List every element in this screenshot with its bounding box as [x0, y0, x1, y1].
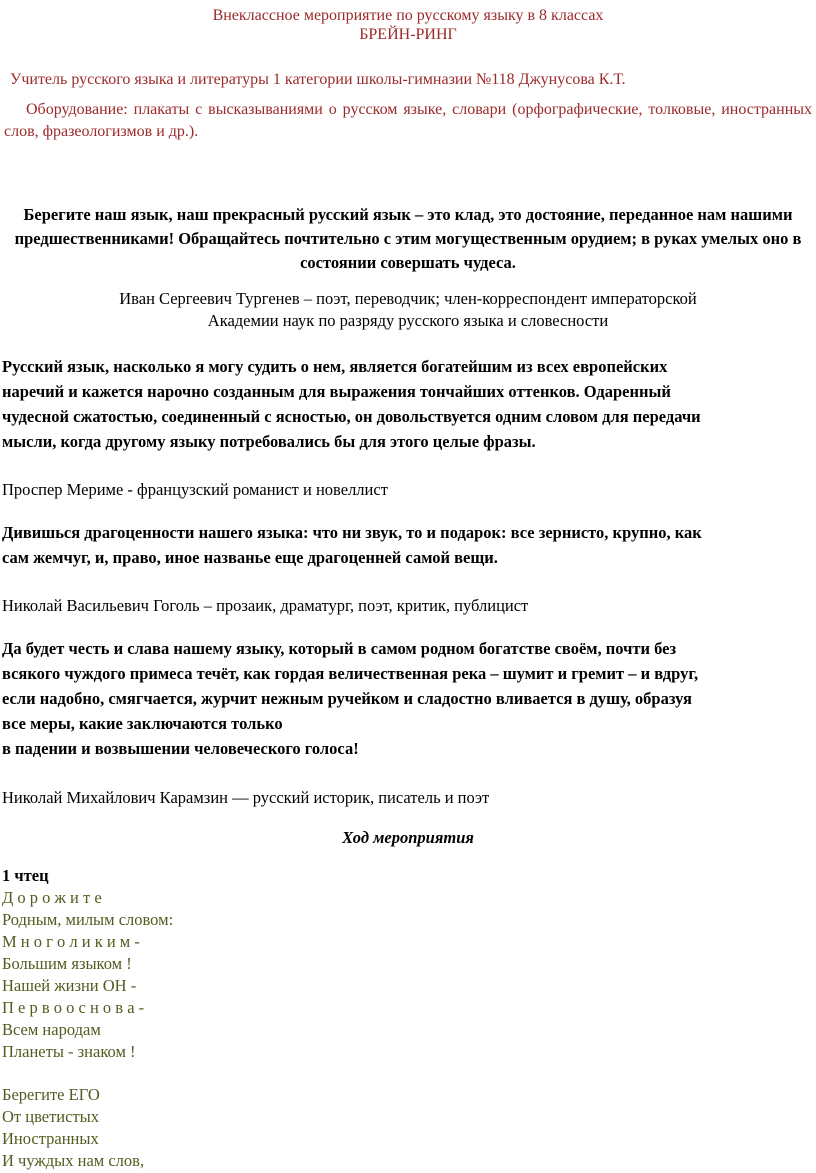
- poem-line: И чуждых нам слов,: [2, 1151, 145, 1170]
- poem-line: Большим языком !: [2, 954, 132, 973]
- poem-line: М н о г о л и к и м -: [2, 932, 140, 951]
- quote-line: Да будет честь и слава нашему языку, который в самом родном богатстве своём, почти без: [2, 639, 677, 658]
- event-course-heading: Ход мероприятия: [342, 828, 474, 847]
- poem-line: Планеты - знаком !: [2, 1042, 136, 1061]
- poem-line: Берегите ЕГО: [2, 1085, 100, 1104]
- author-turgenev-line1: Иван Сергеевич Тургенев – поэт, переводчик; член-корреспондент императорской: [119, 289, 697, 308]
- quote-line: чудесной сжатостью, соединенный с ясностью, он довольствуется одним словом для передачи: [2, 407, 701, 426]
- poem-line: П е р в о о с н о в а -: [2, 998, 145, 1017]
- quote-line: мысли, когда другому языку потребовались бы для этого целые фразы.: [2, 432, 536, 451]
- poem-line: Д о р о ж и т е: [2, 888, 102, 907]
- event-name: БРЕЙН-РИНГ: [359, 26, 457, 43]
- author-turgenev: [0, 288, 816, 332]
- poem-line: От цветистых: [2, 1107, 100, 1126]
- quote-gogol: [2, 520, 814, 570]
- author-gogol: Николай Васильевич Гоголь – прозаик, драматург, поэт, критик, публицист: [2, 596, 529, 615]
- quote-line: Дивишься драгоценности нашего языка: что ни звук, то и подарок: все зернисто, крупно, как: [2, 523, 702, 542]
- poem-line: Иностранных: [2, 1129, 99, 1148]
- quote-line: сам жемчуг, и, право, иное названье еще драгоценней самой вещи.: [2, 548, 498, 567]
- quote-turgenev: Берегите наш язык, наш прекрасный русский язык – это клад, это достояние, переданное нам нашими предшественниками! Обращайтесь почтительно с этим могущественным орудием; в руках умелых оно в состоянии совершать чудеса.: [14, 205, 802, 272]
- poem-stanza-2: [2, 1084, 144, 1172]
- quote-line: если надобно, смягчается, журчит нежным ручейком и сладостно вливается в душу, образуя: [2, 689, 692, 708]
- reader-label: 1 чтец: [2, 866, 49, 885]
- author-merimee: Проспер Мериме - французский романист и новеллист: [2, 480, 388, 499]
- teacher-line: Учитель русского языка и литературы 1 категории школы-гимназии №118 Джунусова К.Т.: [10, 71, 626, 88]
- equipment-paragraph: [4, 99, 812, 143]
- quote-line: в падении и возвышении человеческого голоса!: [2, 739, 359, 758]
- quote-line: Русский язык, насколько я могу судить о нем, является богатейшим из всех европейских: [2, 357, 668, 376]
- quote-merimee: [2, 354, 814, 454]
- author-karamzin: Николай Михайлович Карамзин — русский историк, писатель и поэт: [2, 788, 490, 807]
- poem-line: Всем народам: [2, 1020, 101, 1039]
- poem-line: Родным, милым словом:: [2, 910, 174, 929]
- event-title-line: Внеклассное мероприятие по русскому языку в 8 классах: [212, 7, 604, 24]
- equipment-text: Оборудование: плакаты с высказываниями о русском языке, словари (орфографические, толковые, иностранных слов, фразеологизмов и др.).: [4, 101, 812, 140]
- quote-line: наречий и кажется нарочно созданным для выражения тончайших оттенков. Одаренный: [2, 382, 671, 401]
- quote-karamzin: [2, 636, 814, 761]
- author-turgenev-line2: Академии наук по разряду русского языка и словесности: [207, 311, 609, 330]
- quote-line: всякого чуждого примеса течёт, как гордая величественная река – шумит и гремит – и вдруг,: [2, 664, 699, 683]
- poem-line: Нашей жизни ОН -: [2, 976, 137, 995]
- poem-stanza-1: [2, 887, 173, 1063]
- quote-line: все меры, какие заключаются только: [2, 714, 283, 733]
